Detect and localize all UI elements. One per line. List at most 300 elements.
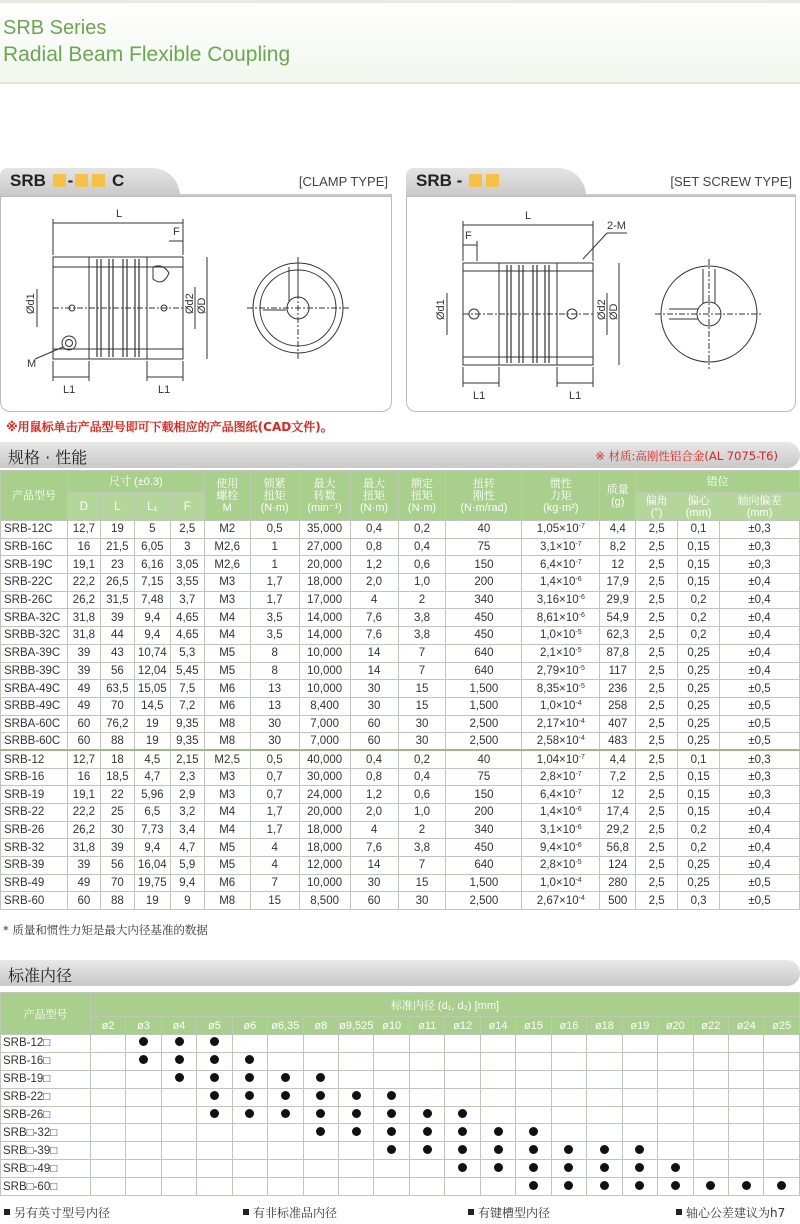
bore-cell [409, 1088, 444, 1106]
spec-row [1, 591, 800, 609]
spec-cell: 17,000 [299, 591, 350, 609]
spec-table [0, 470, 800, 910]
spec-cell: 29,9 [600, 591, 636, 609]
bore-col-model: 产品型号 [1, 993, 91, 1035]
bore-cell [445, 1142, 480, 1160]
dim-F: F [173, 226, 180, 238]
spec-cell: 4 [350, 821, 398, 839]
spec-cell: ±0,4 [720, 591, 800, 609]
placeholder-square [486, 174, 499, 187]
spec-cell: 2,5 [636, 680, 678, 698]
spec-cell: 15 [398, 697, 446, 715]
spec-cell: 8,400 [299, 697, 350, 715]
spec-cell: 2,5 [636, 874, 678, 892]
spec-cell: 31,8 [67, 627, 100, 645]
spec-cell: 3,55 [170, 574, 204, 592]
spec-cell: 0,25 [678, 874, 720, 892]
spec-cell: 87,8 [600, 644, 636, 662]
bore-cell [232, 1160, 267, 1178]
bore-cell [90, 1178, 125, 1196]
bore-cell [693, 1070, 728, 1088]
col-D: D [67, 493, 100, 521]
spec-cell: ±0,4 [720, 609, 800, 627]
bore-cell [161, 1052, 196, 1070]
spec-cell: 407 [600, 715, 636, 733]
col-inertia: 惯性 力矩 (kg·m²) [522, 471, 600, 521]
spec-cell: 4 [350, 591, 398, 609]
series-title: SRB Series [3, 17, 107, 39]
bore-model-link[interactable]: SRB□-60□ [1, 1178, 91, 1196]
bore-model-link[interactable]: SRB□-39□ [1, 1142, 91, 1160]
spec-cell: 18,000 [299, 574, 350, 592]
spec-cell: 9,4 [170, 874, 204, 892]
spec-cell: 4 [250, 857, 299, 875]
available-dot-icon [423, 1145, 432, 1154]
spec-row [1, 857, 800, 875]
bore-cell [303, 1142, 338, 1160]
model-link[interactable]: SRB-19C [1, 556, 68, 574]
bore-cell [729, 1178, 764, 1196]
bore-cell [197, 1160, 232, 1178]
spec-cell: 13 [250, 680, 299, 698]
bore-model-link[interactable]: SRB-16□ [1, 1052, 91, 1070]
model-link[interactable]: SRBB-32C [1, 627, 68, 645]
spec-row [1, 662, 800, 680]
spec-cell: 20,000 [299, 804, 350, 822]
spec-cell: 9,4 [134, 609, 170, 627]
spec-cell: 12 [600, 556, 636, 574]
spec-row [1, 768, 800, 786]
spec-cell: 22,2 [67, 574, 100, 592]
available-dot-icon [210, 1037, 219, 1046]
spec-cell: 30 [350, 680, 398, 698]
spec-cell: $1,0\times 10^{-4}$ [522, 874, 600, 892]
spec-cell: $1,05\times 10^{-7}$ [522, 521, 600, 539]
available-dot-icon [387, 1145, 396, 1154]
bore-cell [339, 1035, 374, 1053]
spec-cell: 16,04 [134, 857, 170, 875]
model-link[interactable]: SRB-39 [1, 857, 68, 875]
available-dot-icon [281, 1091, 290, 1100]
spec-cell: 2,5 [636, 733, 678, 751]
bore-cell [197, 1142, 232, 1160]
available-dot-icon [458, 1127, 467, 1136]
model-link[interactable]: SRB-16C [1, 538, 68, 556]
spec-cell: 4,5 [134, 750, 170, 768]
spec-cell: 12,04 [134, 662, 170, 680]
spec-cell: ±0,5 [720, 874, 800, 892]
spec-cell: 39 [67, 857, 100, 875]
bore-cell [480, 1035, 515, 1053]
available-dot-icon [210, 1055, 219, 1064]
spec-cell: 500 [600, 892, 636, 910]
available-dot-icon [564, 1163, 573, 1172]
bore-cell [622, 1160, 657, 1178]
spec-cell: M3 [204, 768, 250, 786]
spec-cell: 26,2 [67, 591, 100, 609]
bore-model-link[interactable]: SRB-12□ [1, 1035, 91, 1053]
bore-cell [729, 1124, 764, 1142]
spec-cell: 8 [250, 662, 299, 680]
bore-cell [587, 1035, 622, 1053]
spec-cell: 3,5 [250, 609, 299, 627]
spec-footnote: * 质量和惯性力矩是最大内径基准的数据 [3, 923, 208, 937]
spec-cell: 3,8 [398, 627, 446, 645]
bore-cell [445, 1160, 480, 1178]
col-mass: 质量 (g) [600, 471, 636, 521]
available-dot-icon [316, 1127, 325, 1136]
bore-cell [622, 1088, 657, 1106]
model-link[interactable]: SRBB-60C [1, 733, 68, 751]
setscrew-model-tab[interactable]: SRB - [406, 168, 586, 196]
spec-cell: 30 [350, 697, 398, 715]
col-max-torque: 最大 扭矩 (N·m) [350, 471, 398, 521]
bore-cell [90, 1035, 125, 1053]
spec-cell: M5 [204, 644, 250, 662]
spec-cell: 30 [398, 892, 446, 910]
spec-cell: 2,5 [636, 591, 678, 609]
spec-cell: $3,1\times 10^{-7}$ [522, 538, 600, 556]
available-dot-icon [494, 1145, 503, 1154]
spec-cell: 3,8 [398, 609, 446, 627]
model-link[interactable]: SRB-60 [1, 892, 68, 910]
spec-cell: 30 [250, 733, 299, 751]
available-dot-icon [458, 1109, 467, 1118]
spec-cell: M6 [204, 697, 250, 715]
available-dot-icon [316, 1109, 325, 1118]
bore-size-header: ø20 [658, 1017, 693, 1035]
available-dot-icon [245, 1091, 254, 1100]
spec-cell: ±0,3 [720, 750, 800, 768]
spec-cell: 640 [446, 857, 522, 875]
spec-cell: M2,5 [204, 750, 250, 768]
spec-cell: 1,500 [446, 697, 522, 715]
spec-row [1, 574, 800, 592]
model-link[interactable]: SRBA-32C [1, 609, 68, 627]
bore-cell [658, 1052, 693, 1070]
spec-cell: 3,2 [170, 804, 204, 822]
spec-cell: 1,2 [350, 786, 398, 804]
bore-cell [374, 1106, 409, 1124]
spec-cell: ±0,4 [720, 644, 800, 662]
spec-cell: 2 [398, 821, 446, 839]
bore-cell [764, 1124, 800, 1142]
spec-cell: 0,25 [678, 715, 720, 733]
bore-cell [587, 1052, 622, 1070]
spec-row [1, 644, 800, 662]
model-link[interactable]: SRB-22C [1, 574, 68, 592]
placeholder-square [53, 174, 66, 187]
bore-cell [90, 1052, 125, 1070]
spec-cell: 5,45 [170, 662, 204, 680]
dim-L: L [116, 208, 123, 220]
spec-cell: 12,7 [67, 750, 100, 768]
bore-cell [126, 1160, 161, 1178]
spec-cell: 56 [100, 857, 134, 875]
bore-cell [729, 1035, 764, 1053]
bore-model-link[interactable]: SRB-26□ [1, 1106, 91, 1124]
spec-cell: 56,8 [600, 839, 636, 857]
model-link[interactable]: SRBA-49C [1, 680, 68, 698]
spec-cell: M3 [204, 574, 250, 592]
bore-cell [480, 1106, 515, 1124]
bore-cell [764, 1052, 800, 1070]
bore-cell [551, 1160, 586, 1178]
bore-cell [764, 1160, 800, 1178]
bore-model-link[interactable]: SRB□-49□ [1, 1160, 91, 1178]
bore-cell [126, 1052, 161, 1070]
bore-cell [268, 1178, 303, 1196]
bore-cell [232, 1142, 267, 1160]
spec-cell: 640 [446, 662, 522, 680]
spec-cell: 2,500 [446, 733, 522, 751]
spec-cell: 2,500 [446, 892, 522, 910]
spec-cell: 60 [67, 892, 100, 910]
available-dot-icon [139, 1055, 148, 1064]
col-stiffness: 扭转 刚性 (N·m/rad) [446, 471, 522, 521]
bore-model-link[interactable]: SRB-22□ [1, 1088, 91, 1106]
clamp-coupling-drawing [1, 197, 391, 411]
col-dims: 尺寸 (±0.3) [67, 471, 204, 493]
spec-cell: 29,2 [600, 821, 636, 839]
spec-cell: 15 [398, 680, 446, 698]
available-dot-icon [175, 1073, 184, 1082]
bore-cell [126, 1124, 161, 1142]
available-dot-icon [529, 1127, 538, 1136]
spec-cell: 2,500 [446, 715, 522, 733]
spec-cell: 19 [100, 521, 134, 539]
available-dot-icon [352, 1127, 361, 1136]
bore-cell [587, 1124, 622, 1142]
placeholder-square [469, 174, 482, 187]
model-link[interactable]: SRB-12C [1, 521, 68, 539]
bore-cell [90, 1142, 125, 1160]
bore-cell [516, 1178, 551, 1196]
spec-cell: 39 [100, 609, 134, 627]
bore-row [1, 1070, 800, 1088]
spec-cell: 0,15 [678, 786, 720, 804]
spec-cell: 0,8 [350, 538, 398, 556]
model-link[interactable]: SRB-26C [1, 591, 68, 609]
bore-cell [374, 1124, 409, 1142]
spec-cell: 0,1 [678, 521, 720, 539]
spec-cell: 9,35 [170, 733, 204, 751]
bore-size-header: ø11 [409, 1017, 444, 1035]
bore-cell [232, 1052, 267, 1070]
bore-cell [622, 1142, 657, 1160]
bore-cell [658, 1070, 693, 1088]
spec-cell: 8,2 [600, 538, 636, 556]
spec-cell: 17,9 [600, 574, 636, 592]
spec-cell: 8 [250, 644, 299, 662]
spec-cell: 17,4 [600, 804, 636, 822]
spec-cell: 450 [446, 839, 522, 857]
spec-cell: 0,5 [250, 750, 299, 768]
bore-model-link[interactable]: SRB-19□ [1, 1070, 91, 1088]
bore-cell [658, 1160, 693, 1178]
spec-cell: 4,4 [600, 521, 636, 539]
spec-cell: 23 [100, 556, 134, 574]
bore-cell [197, 1106, 232, 1124]
spec-row [1, 839, 800, 857]
clamp-model-tab[interactable]: SRB - C [0, 168, 180, 196]
spec-cell: 14 [350, 662, 398, 680]
model-link[interactable]: SRB-26 [1, 821, 68, 839]
bore-cell [268, 1142, 303, 1160]
bore-cell [480, 1052, 515, 1070]
bore-cell [764, 1178, 800, 1196]
spec-cell: 14,5 [134, 697, 170, 715]
spec-cell: 0,2 [678, 627, 720, 645]
spec-cell: 0,15 [678, 804, 720, 822]
model-link[interactable]: SRB-12 [1, 750, 68, 768]
bore-cell [268, 1124, 303, 1142]
spec-cell: M5 [204, 839, 250, 857]
spec-cell: 0,25 [678, 644, 720, 662]
spec-cell: $1,0\times 10^{-5}$ [522, 627, 600, 645]
spec-cell: 3,7 [170, 591, 204, 609]
spec-cell: 6,05 [134, 538, 170, 556]
bore-size-header: ø6 [232, 1017, 267, 1035]
bore-cell [693, 1106, 728, 1124]
col-max-speed: 最大 转数 (min⁻¹) [299, 471, 350, 521]
spec-cell: 7,6 [350, 609, 398, 627]
spec-cell: 4,7 [134, 768, 170, 786]
bore-cell [339, 1088, 374, 1106]
bore-cell [126, 1142, 161, 1160]
spec-cell: $2,8\times 10^{-5}$ [522, 857, 600, 875]
spec-cell: 7,2 [600, 768, 636, 786]
bore-cell [126, 1070, 161, 1088]
setscrew-drawing [406, 196, 796, 412]
spec-cell: $1,4\times 10^{-6}$ [522, 574, 600, 592]
bore-cell [90, 1070, 125, 1088]
spec-cell: M8 [204, 715, 250, 733]
spec-cell: 0,25 [678, 680, 720, 698]
spec-cell: 4,65 [170, 627, 204, 645]
spec-cell: 150 [446, 556, 522, 574]
bore-row [1, 1052, 800, 1070]
spec-cell: $3,16\times 10^{-6}$ [522, 591, 600, 609]
spec-cell: 4,65 [170, 609, 204, 627]
placeholder-square [75, 174, 88, 187]
spec-cell: 54,9 [600, 609, 636, 627]
bore-cell [693, 1088, 728, 1106]
spec-cell: M4 [204, 804, 250, 822]
bore-size-header: ø16 [551, 1017, 586, 1035]
model-link[interactable]: SRB-16 [1, 768, 68, 786]
spec-cell: 1 [250, 538, 299, 556]
spec-cell: 31,5 [100, 591, 134, 609]
dim-L1-right: L1 [569, 390, 582, 402]
available-dot-icon [352, 1109, 361, 1118]
spec-cell: 0,6 [398, 556, 446, 574]
bore-cell [303, 1178, 338, 1196]
bore-cell [232, 1088, 267, 1106]
spec-cell: 236 [600, 680, 636, 698]
bore-cell [409, 1035, 444, 1053]
spec-cell: 19 [134, 733, 170, 751]
spec-cell: ±0,5 [720, 697, 800, 715]
spec-cell: 0,6 [398, 786, 446, 804]
spec-cell: 19,1 [67, 556, 100, 574]
spec-cell: 2 [398, 591, 446, 609]
spec-cell: 2,3 [170, 768, 204, 786]
spec-cell: 200 [446, 804, 522, 822]
spec-cell: 7 [398, 644, 446, 662]
bore-cell [374, 1052, 409, 1070]
bore-cell [232, 1106, 267, 1124]
model-link[interactable]: SRB-22 [1, 804, 68, 822]
bore-cell [374, 1070, 409, 1088]
bore-cell [622, 1106, 657, 1124]
bore-cell [90, 1160, 125, 1178]
spec-cell: ±0,4 [720, 574, 800, 592]
bore-cell [339, 1106, 374, 1124]
model-link[interactable]: SRBA-39C [1, 644, 68, 662]
spec-cell: 0,4 [350, 750, 398, 768]
spec-row [1, 697, 800, 715]
spec-cell: 5,9 [170, 857, 204, 875]
spec-cell: 7 [250, 874, 299, 892]
spec-cell: 30 [100, 821, 134, 839]
bore-cell [303, 1106, 338, 1124]
bore-cell [693, 1178, 728, 1196]
dim-d1: Ød1 [25, 293, 37, 314]
bore-model-link[interactable]: SRB□-32□ [1, 1124, 91, 1142]
model-link[interactable]: SRBA-60C [1, 715, 68, 733]
bore-cell [551, 1070, 586, 1088]
bore-size-header: ø25 [764, 1017, 800, 1035]
bore-cell [658, 1035, 693, 1053]
col-rated-torque: 额定 扭矩 (N·m) [398, 471, 446, 521]
spec-cell: 9,4 [134, 627, 170, 645]
spec-section-title: 规格 · 性能 [8, 448, 88, 467]
bore-col-header: 标准内径 (d₁, d₂) [mm] [90, 993, 799, 1017]
bore-cell [587, 1106, 622, 1124]
bore-cell [374, 1035, 409, 1053]
model-link[interactable]: SRB-32 [1, 839, 68, 857]
bore-size-header: ø10 [374, 1017, 409, 1035]
spec-cell: 40 [446, 521, 522, 539]
bore-cell [232, 1035, 267, 1053]
bore-cell [303, 1052, 338, 1070]
bore-cell [197, 1035, 232, 1053]
setscrew-type-label: [SET SCREW TYPE] [670, 174, 792, 189]
spec-cell: M3 [204, 591, 250, 609]
model-link[interactable]: SRBB-49C [1, 697, 68, 715]
bore-cell [339, 1160, 374, 1178]
spec-cell: 117 [600, 662, 636, 680]
spec-cell: 1 [250, 556, 299, 574]
spec-cell: 0,4 [398, 768, 446, 786]
bore-cell [161, 1160, 196, 1178]
bore-cell [551, 1106, 586, 1124]
bore-cell [693, 1052, 728, 1070]
spec-cell: 88 [100, 733, 134, 751]
bore-cell [729, 1106, 764, 1124]
bore-cell [339, 1124, 374, 1142]
spec-cell: 7,6 [350, 627, 398, 645]
spec-cell: 7 [398, 662, 446, 680]
spec-cell: 60 [350, 733, 398, 751]
model-link[interactable]: SRB-19 [1, 786, 68, 804]
model-link[interactable]: SRB-49 [1, 874, 68, 892]
spec-cell: 4 [250, 839, 299, 857]
bore-row [1, 1124, 800, 1142]
model-link[interactable]: SRBB-39C [1, 662, 68, 680]
available-dot-icon [210, 1091, 219, 1100]
